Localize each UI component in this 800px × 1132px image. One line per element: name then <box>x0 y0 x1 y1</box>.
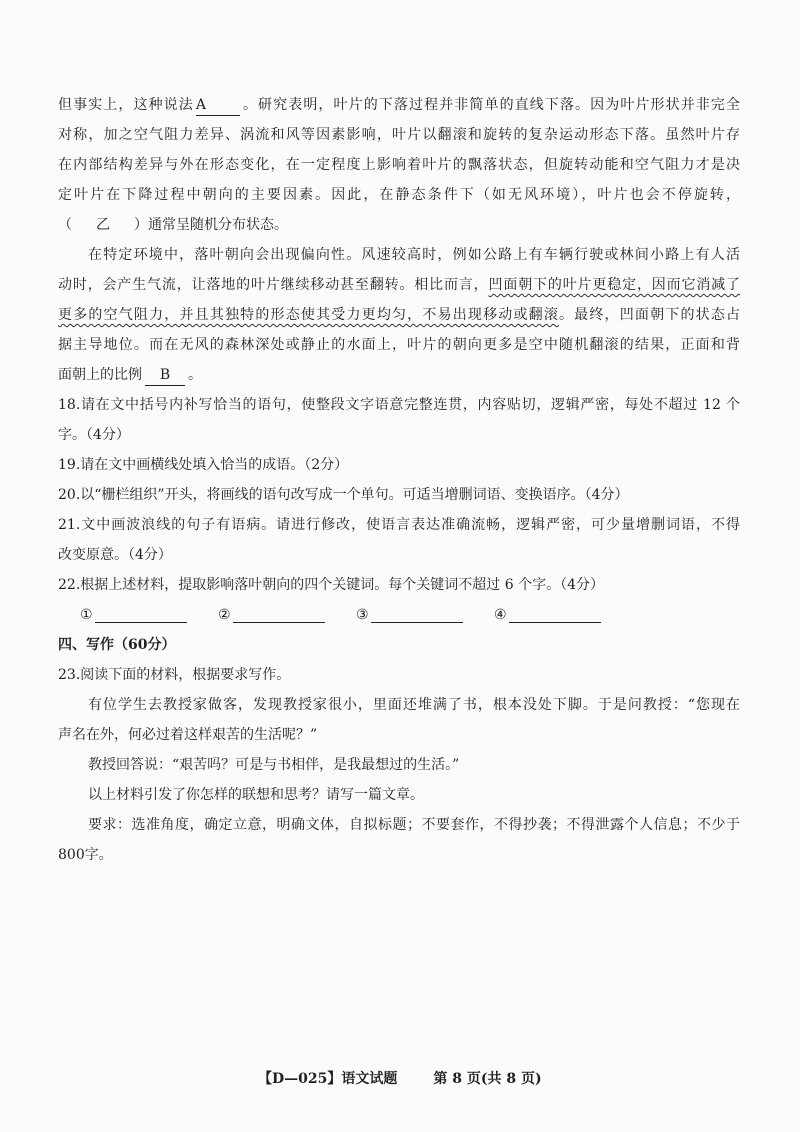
material-p1-line-1: 有位学生去教授家做客，发现教授家很小，里面还堆满了书，根本没处下脚。于是问教授：“您现在 <box>88 697 740 713</box>
passage-p2-line-5 <box>58 360 740 390</box>
answer-blank-line <box>233 606 325 623</box>
page-content <box>58 90 740 870</box>
answer-slot-1 <box>80 600 218 630</box>
answer-slot-2 <box>218 600 356 630</box>
answer-blank-line <box>509 606 601 623</box>
answer-slot-4 <box>494 600 632 630</box>
passage-text: 。 <box>188 367 202 383</box>
passage-p2-line-2 <box>58 270 740 300</box>
passage-text: 动时，会产生气流，让落地的叶片继续移动甚至翻转。相比而言， <box>58 277 489 293</box>
passage-text: 。最终，凹面朝下的状态占 <box>559 307 740 323</box>
exam-code-subject: 【D—025】语文试题 <box>258 1071 398 1087</box>
blank-yi: 乙 <box>96 217 110 233</box>
circled-number: ③ <box>356 607 369 623</box>
question-22: 22.根据上述材料，提取影响落叶朝向的四个关键词。每个关键词不超过 6 个字。（4分） <box>58 577 604 593</box>
passage-p2-line-3 <box>58 300 740 330</box>
question-22-answer-row <box>58 600 740 630</box>
passage-p1-line-2: 对称，加之空气阻力差异、涡流和风等因素影响，叶片以翻滚和旋转的复杂运动形态下落。虽然叶片存 <box>58 127 740 143</box>
material-p2: 教授回答说：“艰苦吗？可是与书相伴，是我最想过的生活。” <box>88 757 460 773</box>
passage-p1-line-1 <box>58 90 740 120</box>
section-title-writing: 四、写作（60分） <box>58 637 176 653</box>
passage-text: ）通常呈随机分布状态。 <box>134 217 288 233</box>
page-footer <box>258 1068 542 1090</box>
passage-p2-line-1: 在特定环境中，落叶朝向会出现偏向性。风速较高时，例如公路上有车辆行驶或林间小路上有人活 <box>88 247 740 263</box>
answer-blank-line <box>95 606 187 623</box>
passage-text: 但事实上，这种说法 <box>58 97 194 113</box>
passage-p2-line-4: 据主导地位。而在无风的森林深处或静止的水面上，叶片的朝向更多是空中随机翻滚的结果，正面和背 <box>58 337 740 353</box>
blank-a: A <box>196 95 240 116</box>
material-p3: 以上材料引发了你怎样的联想和思考？请写一篇文章。 <box>88 787 424 803</box>
question-21-line-1: 21.文中画波浪线的句子有语病。请进行修改，使语言表达准确流畅，逻辑严密，可少量增删词语，不得 <box>58 517 740 533</box>
requirements-line-1: 要求：选准角度，确定立意，明确文体，自拟标题；不要套作，不得抄袭；不得泄露个人信息；不少于 <box>88 817 740 833</box>
passage-p1-line-4: 定叶片在下降过程中朝向的主要因素。因此，在静态条件下（如无风环境），叶片也会不停旋转， <box>58 187 740 203</box>
circled-number: ② <box>218 607 231 623</box>
passage-text: 面朝上的比例 <box>58 367 142 383</box>
question-18-line-2: 字。（4分） <box>58 427 130 443</box>
material-p1-line-2: 声名在外，何必过着这样艰苦的生活呢？” <box>58 727 318 743</box>
circled-number: ① <box>80 607 93 623</box>
question-21-line-2: 改变原意。（4分） <box>58 547 172 563</box>
answer-slot-3 <box>356 600 494 630</box>
requirements-line-2: 800字。 <box>58 847 113 863</box>
passage-p1-line-5 <box>58 210 740 240</box>
circled-number: ④ <box>494 607 507 623</box>
answer-blank-line <box>371 606 463 623</box>
wavy-underlined-sentence: 更多的空气阻力，并且其独特的形态使其受力更均匀，不易出现移动或翻滚 <box>58 307 559 323</box>
page-number: 第 8 页(共 8 页) <box>433 1071 542 1087</box>
question-19: 19.请在文中画横线处填入恰当的成语。（2分） <box>58 457 349 473</box>
passage-text: 。研究表明，叶片的下落过程并非简单的直线下落。因为叶片形状并非完全 <box>241 97 741 113</box>
question-18-line-1: 18.请在文中括号内补写恰当的语句，使整段文字语意完整连贯，内容贴切，逻辑严密，每处不超过 12 个 <box>58 397 740 413</box>
wavy-underlined-sentence: 凹面朝下的叶片更稳定，因而它消减了 <box>488 277 741 293</box>
passage-p1-line-3: 在内部结构差异与外在形态变化，在一定程度上影响着叶片的飘落状态，但旋转动能和空气阻力才是决 <box>58 157 740 173</box>
blank-b: B <box>145 365 185 386</box>
paren-open: （ <box>58 217 72 233</box>
question-20: 20.以“栅栏组织”开头，将画线的语句改写成一个单句。可适当增删词语、变换语序。（4分） <box>58 487 629 503</box>
question-23: 23.阅读下面的材料，根据要求写作。 <box>58 667 291 683</box>
